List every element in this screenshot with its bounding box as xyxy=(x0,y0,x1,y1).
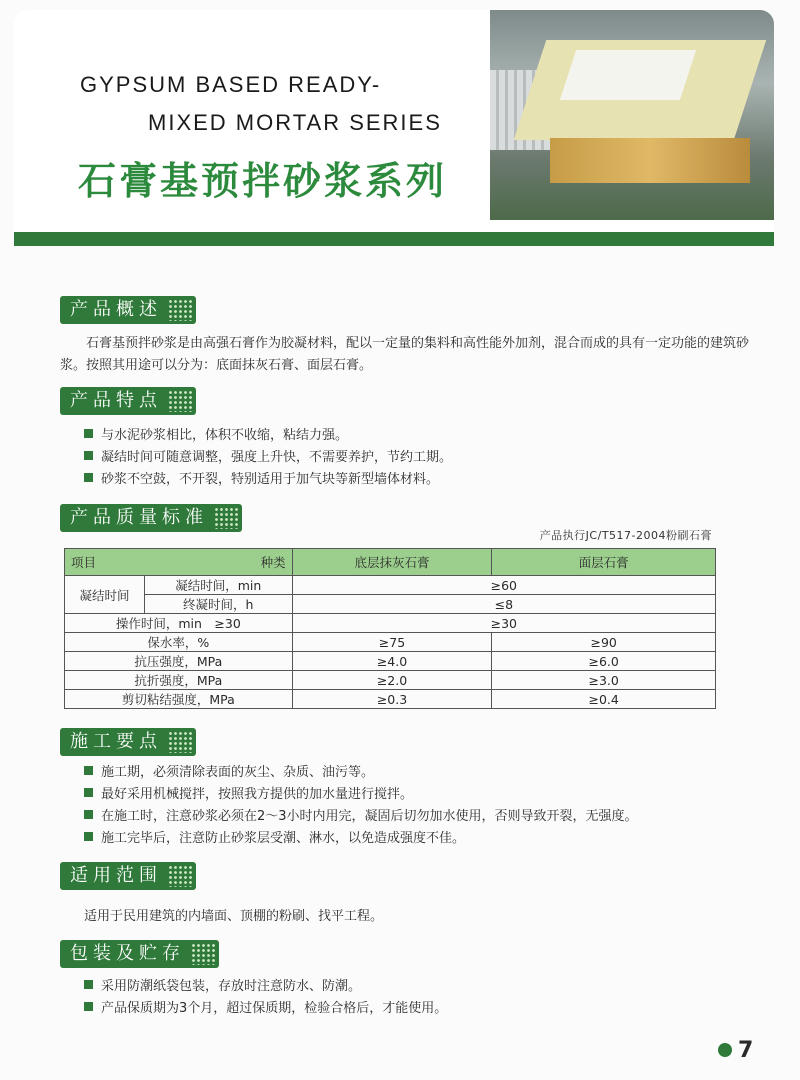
section-heading-features xyxy=(60,387,196,415)
list-item: 产品保质期为3个月，超过保质期，检验合格后，才能使用。 xyxy=(84,998,447,1020)
square-bullet-icon xyxy=(84,1002,93,1011)
table-row xyxy=(65,633,716,652)
section-heading-standard xyxy=(60,504,242,532)
table-cell: ≥0.3 xyxy=(292,690,492,709)
dots-decoration-icon xyxy=(168,731,192,753)
list-item: 与水泥砂浆相比，体积不收缩，粘结力强。 xyxy=(84,425,452,447)
list-item: 采用防潮纸袋包装，存放时注意防水、防潮。 xyxy=(84,976,447,998)
table-header-item-type: 项目 种类 xyxy=(65,549,293,576)
table-row xyxy=(65,671,716,690)
scope-paragraph: 适用于民用建筑的内墙面、顶棚的粉刷、找平工程。 xyxy=(84,909,384,924)
list-item: 施工期，必须清除表面的灰尘、杂质、油污等。 xyxy=(84,762,638,784)
table-cell: ≥4.0 xyxy=(292,652,492,671)
building-photo xyxy=(490,10,774,220)
chinese-title: 石膏基预拌砂浆系列 xyxy=(78,159,448,203)
table-row xyxy=(65,652,716,671)
table-cell: ≥6.0 xyxy=(492,652,716,671)
square-bullet-icon xyxy=(84,766,93,775)
table-cell: ≥90 xyxy=(492,633,716,652)
standard-heading-text: 产品质量标准 xyxy=(70,507,208,528)
table-cell: ≥30 xyxy=(292,614,715,633)
features-list xyxy=(84,425,452,491)
table-cell: ≥75 xyxy=(292,633,492,652)
list-item: 施工完毕后，注意防止砂浆层受潮、淋水，以免造成强度不佳。 xyxy=(84,828,638,850)
table-cell: ≥0.4 xyxy=(492,690,716,709)
features-heading-text: 产品特点 xyxy=(70,390,162,411)
square-bullet-icon xyxy=(84,451,93,460)
square-bullet-icon xyxy=(84,788,93,797)
table-group-label: 凝结时间 xyxy=(65,576,145,614)
table-cell: ≥3.0 xyxy=(492,671,716,690)
square-bullet-icon xyxy=(84,429,93,438)
packaging-heading-text: 包装及贮存 xyxy=(70,943,185,964)
quality-standard-table xyxy=(64,548,716,709)
dots-decoration-icon xyxy=(168,865,192,887)
dots-decoration-icon xyxy=(168,390,192,412)
scope-heading-text: 适用范围 xyxy=(70,865,162,886)
table-header-row xyxy=(65,549,716,576)
overview-heading-text: 产品概述 xyxy=(70,299,162,320)
table-cell: ≥60 xyxy=(292,576,715,595)
dots-decoration-icon xyxy=(168,299,192,321)
photo-skylight xyxy=(560,50,696,100)
list-item: 砂浆不空鼓，不开裂，特别适用于加气块等新型墙体材料。 xyxy=(84,469,452,491)
square-bullet-icon xyxy=(84,980,93,989)
list-item: 最好采用机械搅拌，按照我方提供的加水量进行搅拌。 xyxy=(84,784,638,806)
page-number-dot-icon xyxy=(718,1043,732,1057)
square-bullet-icon xyxy=(84,810,93,819)
standard-note: 产品执行JC/T517-2004粉刷石膏 xyxy=(539,529,712,542)
page-number: 7 xyxy=(738,1038,754,1063)
section-heading-scope xyxy=(60,862,196,890)
table-row-label: 抗折强度，MPa xyxy=(65,671,293,690)
table-row-label: 保水率，% xyxy=(65,633,293,652)
list-item: 凝结时间可随意调整，强度上升快，不需要养护，节约工期。 xyxy=(84,447,452,469)
table-cell: ≤8 xyxy=(292,595,715,614)
table-row xyxy=(65,576,716,595)
packaging-list xyxy=(84,976,447,1020)
overview-paragraph: 石膏基预拌砂浆是由高强石膏作为胶凝材料，配以一定量的集料和高性能外加剂，混合而成的具有一定功能的建筑砂浆。按照其用途可以分为：底面抹灰石膏、面层石膏。 xyxy=(60,336,750,373)
table-header-col2: 面层石膏 xyxy=(492,549,716,576)
table-row-label: 操作时间，min ≥30 xyxy=(65,614,293,633)
english-title-line1: GYPSUM BASED READY- xyxy=(80,72,382,97)
table-header-col1: 底层抹灰石膏 xyxy=(292,549,492,576)
dots-decoration-icon xyxy=(191,943,215,965)
list-item: 在施工时，注意砂浆必须在2～3小时内用完，凝固后切勿加水使用，否则导致开裂，无强度。 xyxy=(84,806,638,828)
table-row-label: 凝结时间，min xyxy=(144,576,292,595)
table-row xyxy=(65,595,716,614)
table-row-label: 剪切粘结强度，MPa xyxy=(65,690,293,709)
table-row-label: 抗压强度，MPa xyxy=(65,652,293,671)
table-cell: ≥2.0 xyxy=(292,671,492,690)
construction-list xyxy=(84,762,638,850)
table-row xyxy=(65,614,716,633)
square-bullet-icon xyxy=(84,473,93,482)
english-title-line2: MIXED MORTAR SERIES xyxy=(148,110,442,135)
construction-heading-text: 施工要点 xyxy=(70,731,162,752)
square-bullet-icon xyxy=(84,832,93,841)
section-heading-packaging xyxy=(60,940,219,968)
dots-decoration-icon xyxy=(214,507,238,529)
section-heading-overview xyxy=(60,296,196,324)
photo-facade xyxy=(550,138,750,183)
table-row xyxy=(65,690,716,709)
table-row-label: 终凝时间，h xyxy=(144,595,292,614)
section-heading-construction xyxy=(60,728,196,756)
